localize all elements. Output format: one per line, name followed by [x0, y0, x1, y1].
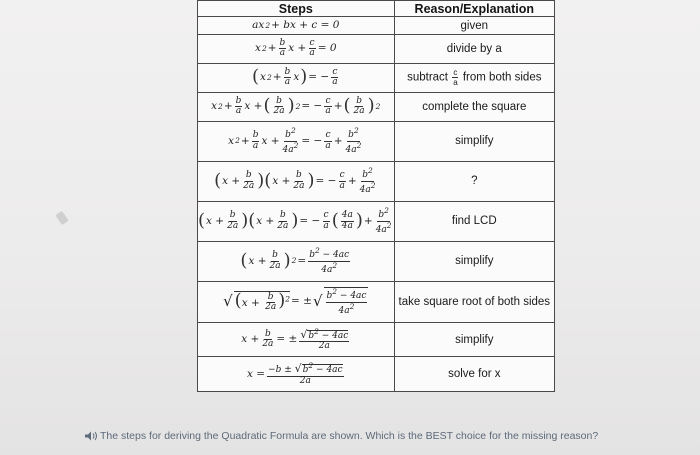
table-row — [198, 92, 555, 121]
step-reason: simplify — [394, 241, 554, 281]
mouse-cursor — [55, 211, 68, 225]
table-row — [198, 63, 555, 92]
step-reason: divide by a — [394, 35, 554, 64]
table-row — [198, 281, 555, 322]
question-caption — [84, 430, 684, 442]
question-text: The steps for deriving the Quadratic Formula are shown. Which is the BEST choice for the missing reason? — [100, 430, 599, 442]
step-reason: find LCD — [394, 201, 554, 241]
table-row — [198, 323, 555, 357]
step-reason: simplify — [394, 121, 554, 161]
step-reason — [394, 63, 554, 92]
steps-header: Steps — [198, 1, 395, 17]
reason-fraction-numerator: c — [453, 68, 458, 78]
table-row — [198, 17, 555, 35]
step-reason: complete the square — [394, 92, 554, 121]
step-reason: take square root of both sides — [394, 281, 554, 322]
reason-header: Reason/Explanation — [394, 1, 554, 17]
reason-text: subtract — [407, 71, 448, 84]
reason-text: from both sides — [462, 71, 542, 84]
step-equation: ( x + b 2a )( x + b 2a ) = − c a ( 4a 4a ) + $b^2$ $4a^2$ — [198, 201, 395, 241]
step-equation: ( x + b 2a ) 2 = $b^2 - 4ac$ $4a^2$ — [198, 241, 395, 281]
step-equation: ax 2 + bx + c = 0 — [198, 17, 395, 35]
step-equation: x 2 + b a x + $b^2$ $4a^2$ = − c a + $b^2$ $4a^2$ — [198, 121, 395, 161]
step-equation: ( x 2 + b a x ) = − c a — [198, 63, 395, 92]
step-equation: x = $-b \pm √b^2 - 4ac$ 2a — [198, 357, 395, 392]
table-row — [198, 241, 555, 281]
speaker-icon[interactable] — [84, 431, 98, 441]
step-equation: x + b 2a = ± $√b^2 - 4ac$ 2a — [198, 323, 395, 357]
step-reason: simplify — [394, 323, 554, 357]
table-row — [198, 35, 555, 64]
table-row — [198, 357, 555, 392]
step-reason: solve for x — [394, 357, 554, 392]
reason-fraction-denominator: a — [453, 78, 458, 88]
step-equation: x 2 + b a x + c a = 0 — [198, 35, 395, 64]
steps-table — [197, 0, 555, 392]
table-row — [198, 161, 555, 201]
step-reason: given — [394, 17, 554, 35]
table-row — [198, 201, 555, 241]
step-equation: ( x + b 2a )( x + b 2a ) = − c a + $b^2$ $4a^2$ — [198, 161, 395, 201]
step-equation: x 2 + b a x + ( b 2a ) 2 = − c a + ( b 2a ) 2 — [198, 92, 395, 121]
table-row — [198, 121, 555, 161]
step-reason: ? — [394, 161, 554, 201]
table-header-row — [198, 1, 555, 17]
step-equation: √ (x + $\frac{b}{2a}$ )$^2$ = ± √ $\frac{b^2 - 4ac}{4a^2}$ — [198, 281, 395, 322]
